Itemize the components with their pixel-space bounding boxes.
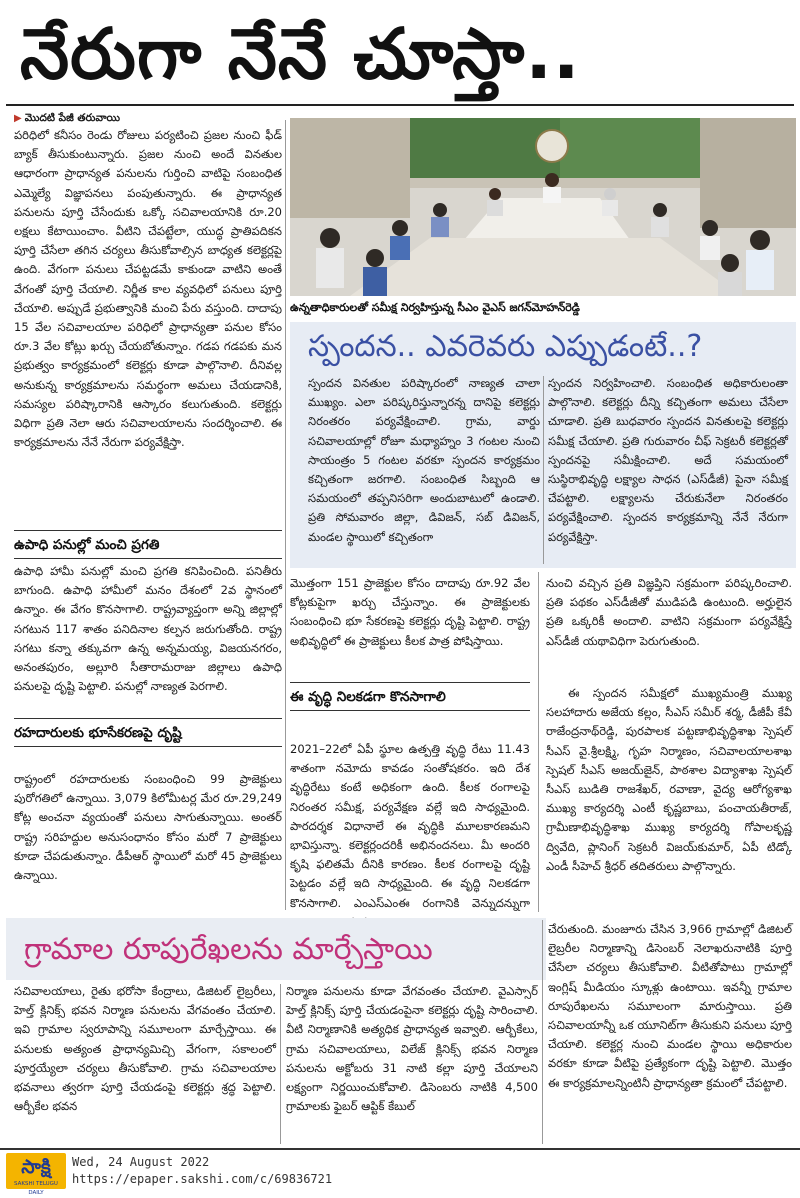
vruddhi-text: 2021–22లో ఏపీ స్థూల ఉత్పత్తి వృద్ధి రేటు 11.43 శాతంగా నమోదు కావడం సంతోషకరం. ఇది దేశ వృద్ధిరేటు కంటే అధికంగా ఉంది. కీలక రంగాలపై నిరంతర సమీక్ష, పర్యవేక్షణ వల్లే ఇది సాధ్యమైంది. పారదర్శక విధానాలే ఈ వృద్ధికి మూలకారణమని భావిస్తున్నా. కలెక్టర్లందరికీ అభినందనలు. మీ అందరి కృషి ఫలితమే దీనికి కారణం. కీలక రంగాలపై దృష్టి పెట్టడం వల్లే ఇది సాధ్యమైంది. ఈ వృద్ధి నిలకడగా కొనసాగాలి. ఎంఎస్‌ఎంఈ రంగానికి వెన్నుదన్నుగా [290, 742, 530, 910]
publication-date: Wed, 24 August 2022 [72, 1155, 210, 1169]
section-divider [290, 682, 530, 683]
spandana-col-2: స్పందన నిర్వహించాలి. సంబంధిత అధికారులంతా పాల్గొనాలి. కలెక్టర్లు దీన్ని కచ్చితంగా అమలు చేసేలా చూడాలి. ప్రతి బుధవారం స్పందన వినతులపై కలెక్టర్లు సమీక్ష చేయాలి. ప్రతి గురువారం చీఫ్‌ సెక్రటరీ కలెక్టర్లతో స్పందనపై సమీక్షించాలి. అదే సమయంలో సుస్థిరాభివృద్ధి లక్ష్యాల సాధన (ఎస్‌డీజీ) పైనా సమీక్ష చేపట్టాలి. లక్ష్యాలను చేరుకునేలా నిరంతరం పర్యవేక్షించాలి. స్పందన కార్యక్రమాన్ని నేనే నేరుగా పర్యవేక్షిస్తా. [548, 376, 788, 544]
logo-text: సాక్షి [21, 1156, 51, 1178]
section-divider [14, 558, 282, 559]
projects-text: మొత్తంగా 151 ప్రాజెక్టుల కోసం దాదాపు రూ.92 వేల కోట్లకుపైగా ఖర్చు చేస్తున్నాం. ఈ ప్రాజెక్టులకు సంబంధించి భూ సేకరణపై కలెక్టర్లు దృష్టి పెట్టాలి. రాష్ట్ర అభివృద్ధిలో ఈ ప్రాజెక్టులు కీలక పాత్ర పోషిస్తాయి. [290, 576, 530, 648]
grama-title: గ్రామాల రూపురేఖలను మార్చేస్తాయి [24, 932, 433, 967]
grama-col-3: చేరుతుంది. మంజూరు చేసిన 3,966 గ్రామాల్లో డిజిటల్‌ లైబ్రరీల నిర్మాణాన్ని డిసెంబర్‌ నెలాఖరునాటికి పూర్తి చేసేలా చర్యలు తీసుకోవాలి. వీటితోపాటు గ్రామాల్లో ఇంగ్లిష్‌ మీడియం స్కూళ్లు ఉంటాయి. ఇవన్నీ గ్రామాల రూపురేఖలను సమూలంగా మారుస్తాయి. ప్రతి సచివాలయాన్నీ ఒక యూనిట్‌గా తీసుకుని పనులు పూర్తి చేయాలి. కలెక్టర్ల నుంచి మండల స్థాయి అధికారుల వరకూ కూడా వీటిపై ప్రత్యేకంగా దృష్టి పెట్టాలి. మొత్తం ఈ కార్యక్రమాలన్నింటినీ ప్రాధాన్యతా క్రమంలో చేపట్టాలి. [548, 922, 792, 1090]
grama-col-2: నిర్మాణ పనులను కూడా వేగవంతం చేయాలి. వైఎస్సార్‌ హెల్త్‌ క్లినిక్స్‌ పూర్తి చేయడంపైనా కలెక్టర్లు దృష్టి సారించాలి. వీటి నిర్మాణానికి అత్యధిక ప్రాధాన్యత ఇవ్వాలి. ఆర్బీకేలు, గ్రామ సచివాలయాలు, విలేజ్‌ క్లినిక్స్‌ భవన నిర్మాణ పనులను అక్టోబరు 31 నాటి కల్లా పూర్తి చేయాలని లక్ష్యంగా నిర్ణయించుకోవాలి. డిసెంబరు నాటికి 4,500 గ్రామాలకు ఫైబర్‌ ఆప్టిక్‌ కేబుల్‌ [286, 984, 538, 1114]
meeting-photo [290, 118, 796, 296]
column-divider [542, 920, 543, 1144]
footer-divider [0, 1148, 800, 1150]
continuation-label-text: మొదటి పేజీ తరువాయి [24, 112, 120, 124]
upadhi-heading: ఉపాధి పనుల్లో మంచి ప్రగతి [14, 537, 160, 553]
section-divider [14, 746, 282, 747]
column-divider [280, 984, 281, 1144]
photo-caption: ఉన్నతాధికారులతో సమీక్ష నిర్వహిస్తున్న సీఎం వైఎస్‌ జగన్‌మోహన్‌రెడ్డి [290, 301, 580, 314]
rahadari-text: రాష్ట్రంలో రహదారులకు సంబంధించి 99 ప్రాజెక్టులు పురోగతిలో ఉన్నాయి. 3,079 కిలోమీటర్ల మేర రూ.29,249 కోట్ల అంచనా వ్యయంతో పనులు సాగుతున్నాయి. అంతర్‌ రాష్ట్ర సరిహద్దుల అనుసంధానం కోసం మరో 7 ప్రాజెక్టులు కూడా చేపడుతున్నాం. డీపీఆర్‌ స్థాయిలో మరో 45 ప్రాజెక్టులు ఉన్నాయి. [14, 772, 282, 883]
headline: నేరుగా నేనే చూస్తా.. [20, 13, 581, 95]
spandana-col-1: స్పందన వినతుల పరిష్కారంలో నాణ్యత చాలా ముఖ్యం. ఎలా పరిష్కరిస్తున్నారన్న దానిపై కలెక్టర్లు నిరంతరం పర్యవేక్షించాలి. గ్రామ, వార్డు సచివాలయాల్లో రోజూ మధ్యాహ్నం 3 గంటల నుంచి సాయంత్రం 5 గంటల వరకూ స్పందన కార్యక్రమం కచ్చితంగా జరగాలి. సంబంధిత సిబ్బంది ఆ సమయంలో తప్పనిసరిగా అందుబాటులో ఉండాలి. ప్రతి సోమవారం జిల్లా, డివిజన్, సబ్‌ డివిజన్, మండల స్థాయిలో కచ్చితంగా [308, 376, 540, 544]
headline-divider [6, 104, 794, 106]
triangle-marker-icon: ▶ [14, 113, 22, 124]
column-divider [285, 120, 286, 910]
spandana-column-divider [543, 376, 544, 564]
column-divider [538, 572, 539, 912]
logo-subtitle: SAKSHI TELUGU DAILY [14, 1181, 58, 1196]
section-divider [290, 710, 530, 711]
intro-text: పరిధిలో కనీసం రెండు రోజులు పర్యటించి ప్రజల నుంచి ఫీడ్‌ బ్యాక్‌ తీసుకుంటున్నారు. ప్రజల నుంచి అందే వినతుల ఆధారంగా ప్రాధాన్యత పనులను గుర్తించి వాటిపై సంబంధిత ఎమ్మెల్యే విజ్ఞాపనలు పంపుతున్నారు. ఈ ప్రాధాన్యత పనులను పూర్తి చేసేందుకు ఒక్కో సచివాలయానికి రూ.20 లక్షలు కేటాయించాం. వీటిని చేపట్టేలా, యుద్ధ ప్రాతిపదికన పూర్తి చేసేలా తగిన చర్యలు తీసుకోవాల్సిన బాధ్యత కలెక్టర్లపై ఉంది. వేగంగా పనులు చేపట్టడమే కాకుండా వాటిని అంతే వేగంతో పూర్తి చేయాలి. నిర్ణీత కాల వ్యవధిలో పనులు పూర్తి చేయాలి. అప్పుడే ప్రభుత్వానికి మంచి పేరు వస్తుంది. దాదాపు 15 వేల సచివాలయాల పరిధిలో ప్రాధాన్యతా పనుల కోసం రూ.3 వేల కోట్లు ఖర్చు చేయబోతున్నాం. గడప గడపకు మన ప్రభుత్వం కార్యక్రమంలో కలెక్టర్లు కూడా పాల్గొనాలి. దీనివల్ల అనుకున్న కార్యక్రమాలను సమర్థంగా అమలు చేయడానికి, సమస్యల పరిష్కారానికి ఆస్కారం కలుగుతుంది. కలెక్టర్లు విధిగా ప్రతి నెలా ఆరు సచివాలయాలను సందర్శించాలి. ఈ కార్యక్రమాలను నేనే నేరుగా పర్యవేక్షిస్తా. [14, 128, 282, 450]
spandana-title: స్పందన.. ఎవరెవరు ఎప్పుడంటే..? [308, 329, 703, 364]
rahadari-heading: రహదారులకు భూసేకరణపై దృష్టి [14, 725, 182, 741]
upadhi-text: ఉపాధి హామీ పనుల్లో మంచి ప్రగతి కనిపించింది. పనితీరు బాగుంది. ఉపాధి హామీలో మనం దేశంలో 2వ స్థానంలో ఉన్నాం. ఈ వేగం కొనసాగాలి. రాష్ట్రవ్యాప్తంగా అన్ని జిల్లాల్లో సగటున 117 శాతం పనిదినాల కల్పన జరుగుతోంది. రాష్ట్ర సగటు కన్నా తక్కువగా ఉన్న అన్నమయ్య, విజయనగరం, అనంతపురం, అల్లూరి సీతారామరాజు జిల్లాలు ఉపాధి పనులపై దృష్టి పెట్టాలి. పనుల్లో నాణ్యత పెరగాలి. [14, 564, 282, 694]
section-divider [14, 718, 282, 719]
epaper-url[interactable]: https://epaper.sakshi.com/c/69836721 [72, 1172, 333, 1186]
sdg-text: నుంచి వచ్చిన ప్రతి విజ్ఞప్తిని సక్రమంగా పరిష్కరించాలి. ప్రతి పథకం ఎస్‌డీజీతో ముడిపడి ఉంటుంది. అర్హులైన ప్రతి ఒక్కరికీ అందాలి. వాటిని సక్రమంగా పర్యవేక్షిస్తే ఎస్‌డీజీ యథావిధిగా పెరుగుతుంది. [546, 576, 792, 648]
grama-col-1: సచివాలయాలు, రైతు భరోసా కేంద్రాలు, డిజిటల్‌ లైబ్రరీలు, హెల్త్‌ క్లినిక్స్‌ భవన నిర్మాణ పనులను వేగవంతం చేయాలి. ఇవి గ్రామాల స్వరూపాన్ని సమూలంగా మార్చేస్తాయి. ఈ పనులకు అత్యంత ప్రాధాన్యమిచ్చి వేగంగా, సకాలంలో పూర్తయ్యేలా చర్యలు తీసుకోవాలి. గ్రామ సచివాలయాల భవనాలు త్వరగా పూర్తి చేయడంపై కలెక్టర్లు శ్రద్ధ పెట్టాలి. ఆర్బీకేల భవన [14, 984, 276, 1114]
section-divider [14, 530, 282, 531]
vruddhi-heading: ఈ వృద్ధి నిలకడగా కొనసాగాలి [290, 689, 446, 705]
continuation-label [14, 110, 279, 127]
officials-text: ఈ స్పందన సమీక్షలో ముఖ్యమంత్రి ముఖ్య సలహాదారు అజేయ కల్లం, సీఎస్‌ సమీర్‌ శర్మ, డీజీపీ కేవీ రాజేంద్రనాథ్‌రెడ్డి, పురపాలక పట్టణాభివృద్ధిశాఖ స్పెషల్‌ సీఎస్‌ వై.శ్రీలక్ష్మి, గృహ నిర్మాణం, సచివాలయాలశాఖ స్పెషల్‌ సీఎస్‌ అజయ్‌జైన్, పాఠశాల విద్యాశాఖ స్పెషల్‌ సీఎస్‌ బుడితి రాజశేఖర్, రవాణా, వైద్య ఆరోగ్యశాఖ ముఖ్య కార్యదర్శి ఎంటీ కృష్ణబాబు, పంచాయతీరాజ్, గ్రామీణాభివృద్ధిశాఖ ముఖ్య కార్యదర్శి గోపాలకృష్ణ ద్వివేది, ప్లానింగ్‌ సెక్రటరీ విజయ్‌కుమార్, ఏపీ టిడ్కో ఎండీ సీహెచ్‌ శ్రీధర్‌ తదితరులు పాల్గొన్నారు. [546, 686, 792, 873]
